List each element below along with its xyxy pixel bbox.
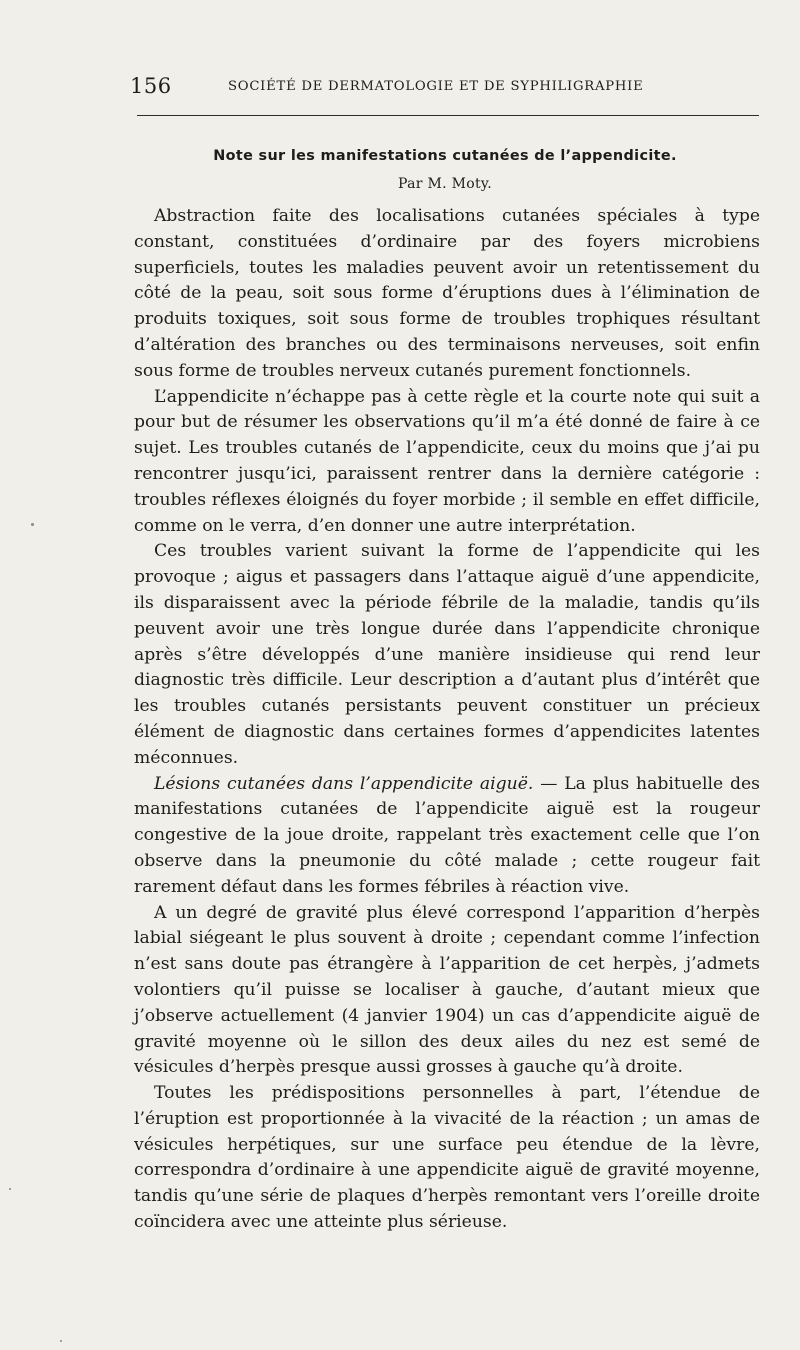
paragraph-4 (134, 772, 760, 901)
article-byline: Par M. Moty. (397, 176, 492, 192)
article-title: Note sur les manifestations cutanées de l’appendicite. (213, 148, 677, 164)
paragraph-2: L’appendicite n’échappe pas à cette règle et la courte note qui suit a pour but de résumer les observations qu’il m’a été donné de faire à ce sujet. Les troubles cutanés de l’appendicite, ceux du moins que j’ai pu rencontrer jusqu’ici, paraissent rentrer dans la dernière catégorie : troubles réflexes éloignés du foyer morbide ; il semble en effet difficile, comme on le verra, d’en donner une autre interprétation. (134, 386, 760, 536)
paragraph-3: Ces troubles varient suivant la forme de l’appendicite qui les provoque ; aigus et passagers dans l’attaque aiguë d’une appendicite, ils disparaissent avec la période fébrile de la maladie, tandis qu’ils peuvent avoir une très longue durée dans l’appendicite chronique après s’être développés d’une manière insidieuse qui rend leur diagnostic très difficile. Leur description a d’autant plus d’intérêt que les troubles cutanés persistants peuvent constituer un précieux élément de diagnostic dans certaines formes d’appendicites latentes méconnues. (134, 541, 760, 768)
paper-speck (9, 1188, 11, 1190)
paper-speck (60, 1340, 62, 1342)
running-head (130, 72, 760, 102)
paper-speck (31, 523, 34, 526)
page-number: 156 (130, 74, 172, 98)
running-title: SOCIÉTÉ DE DERMATOLOGIE ET DE SYPHILIGRAPHIE (228, 79, 644, 94)
paragraph-1: Abstraction faite des localisations cutanées spéciales à type constant, constituées d’ordinaire par des foyers microbiens superficiels, toutes les maladies peuvent avoir un retentissement du côté de la peau, soit sous forme d’éruptions dues à l’élimination de produits toxiques, soit sous forme de troubles trophiques résultant d’altération des branches ou des terminaisons nerveuses, soit enfin sous forme de troubles nerveux cutanés purement fonctionnels. (134, 206, 760, 381)
header-rule (137, 115, 759, 116)
paragraph-5: A un degré de gravité plus élevé correspond l’apparition d’herpès labial siégeant le plus souvent à droite ; cependant comme l’infection n’est sans doute pas étrangère à l’apparition de cet herpès, j’admets volontiers qu’il puisse se localiser à gauche, d’autant mieux que j’observe actuellement (4 janvier 1904) un cas d’appendicite aiguë de gravité moyenne où le sillon des deux ailes du nez est semé de vésicules d’herpès presque aussi grosses à gauche qu’à droite. (134, 902, 760, 1078)
section-heading: Lésions cutanées dans l’appendicite aiguë. (154, 773, 534, 794)
paragraph-4-text: — La plus habituelle des manifestations cutanées de l’appendicite aiguë est la rougeur congestive de la joue droite, rappelant très exactement celle que l’on observe dans la pneumonie du côté malade ; cette rougeur fait rarement défaut dans les formes fébriles à réaction vive. (134, 773, 760, 897)
paragraph-6: Toutes les prédispositions personnelles à part, l’étendue de l’éruption est proportionnée à la vivacité de la réaction ; un amas de vésicules herpétiques, sur une surface peu étendue de la lèvre, correspondra d’ordinaire à une appendicite aiguë de gravité moyenne, tandis qu’une série de plaques d’herpès remontant vers l’oreille droite coïncidera avec une atteinte plus sérieuse. (134, 1083, 760, 1233)
article-body (134, 204, 760, 1236)
